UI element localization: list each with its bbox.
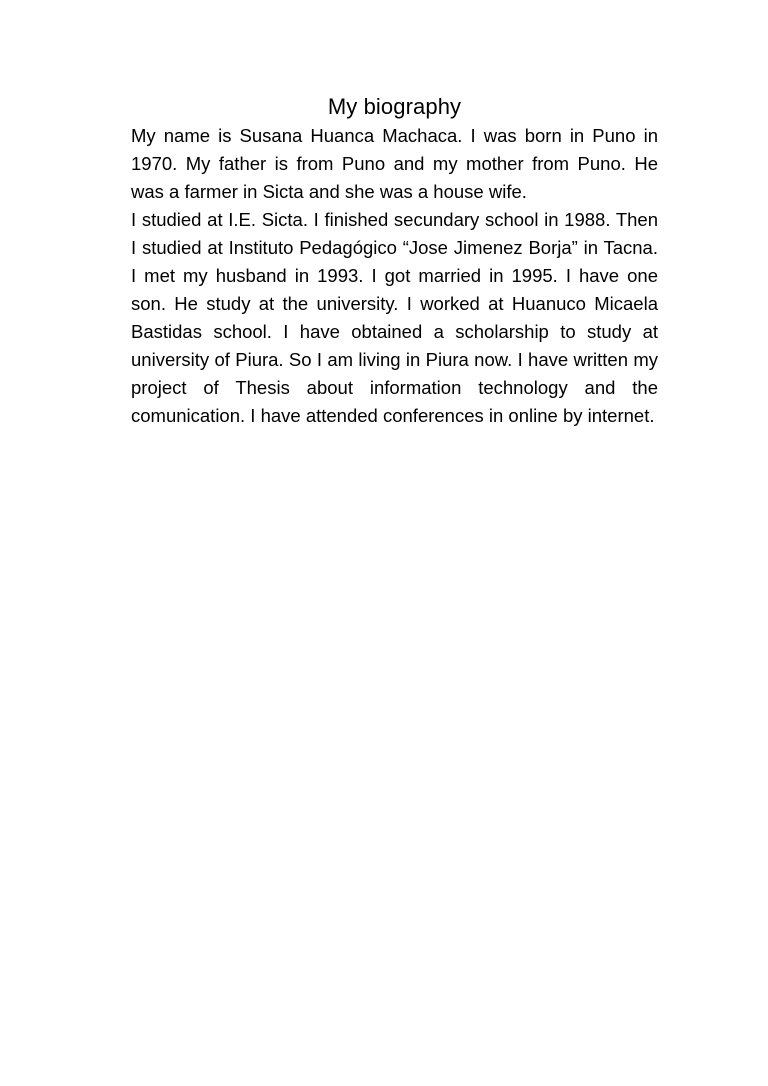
document-body — [131, 92, 658, 430]
paragraph-education-career: I studied at I.E. Sicta. I finished secundary school in 1988. Then I studied at Instituto Pedagógico “Jose Jimenez Borja” in Tacna. I met my husband in 1993. I got married in 1995. I have one son. He study at the university. I worked at Huanuco Micaela Bastidas school. I have obtained a scholarship to study at university of Piura. So I am living in Piura now. I have written my project of Thesis about information technology and the comunication. I have attended conferences in online by internet. — [131, 209, 658, 426]
paragraph-family: My name is Susana Huanca Machaca. I was born in Puno in 1970. My father is from Puno and my mother from Puno. He was a farmer in Sicta and she was a house wife. — [131, 125, 658, 202]
document-title: My biography — [327, 94, 462, 119]
